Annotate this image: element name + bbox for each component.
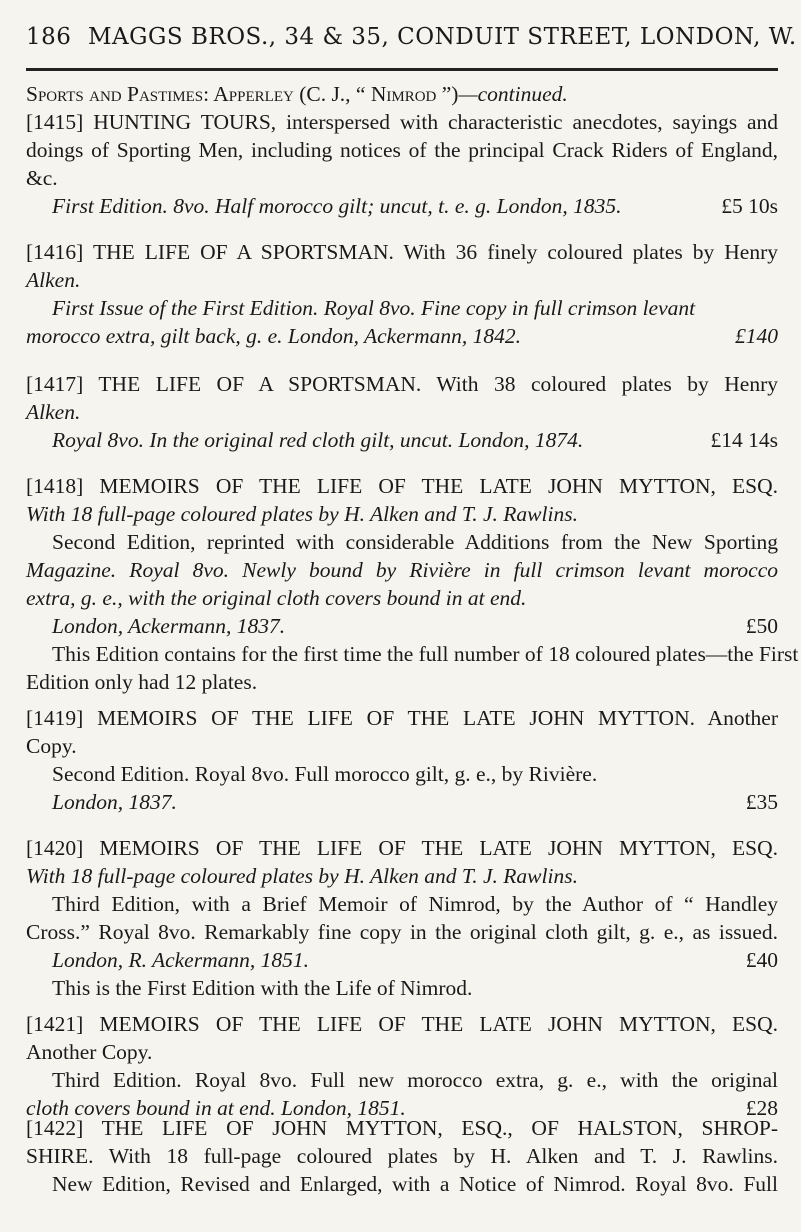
entry-details: Third Edition. Royal 8vo. Full new morocco extra, g. e., with the original — [52, 1068, 778, 1092]
entry-price: £40 — [745, 948, 778, 972]
entry-details: extra, g. e., with the original cloth covers bound in at end. — [26, 586, 527, 610]
entry-note: This is the First Edition with the Life of Nimrod. — [52, 976, 473, 1000]
entry-details: First Issue of the First Edition. Royal 8vo. Fine copy in full crimson levant — [52, 296, 696, 320]
entry-title: HUNTING TOURS, interspersed with characteristic anecdotes, sayings and — [93, 110, 779, 134]
page-number: 186 — [26, 24, 72, 50]
entry-details: morocco extra, gilt back, g. e. London, Ackermann, 1842. — [26, 324, 522, 348]
entry-title: MEMOIRS OF THE LIFE OF THE LATE JOHN MYTTON, ESQ. — [99, 836, 778, 860]
entry-title-line: Another Copy. — [26, 1040, 153, 1064]
entry-1419 — [26, 704, 778, 816]
entry-number: [1420] — [26, 836, 84, 860]
entry-price: £28 — [745, 1096, 778, 1120]
entry-details: Third Edition, with a Brief Memoir of Nimrod, by the Author of “ Handley — [52, 892, 778, 916]
entry-title: MEMOIRS OF THE LIFE OF THE LATE JOHN MYTTON, ESQ. — [99, 1012, 778, 1036]
entry-title-line: SHIRE. With 18 full-page coloured plates by H. Alken and T. J. Rawlins. — [26, 1144, 778, 1168]
section-continued: —continued. — [458, 82, 568, 106]
entry-title-line: With 18 full-page coloured plates by H. Alken and T. J. Rawlins. — [26, 864, 578, 888]
entry-1417 — [26, 370, 778, 454]
entry-title-line: &c. — [26, 166, 58, 190]
entry-1418 — [26, 472, 799, 696]
entry-price: £14 14s — [710, 428, 778, 452]
entry-1422 — [26, 1114, 778, 1198]
entry-title-line: Copy. — [26, 734, 77, 758]
entry-1421 — [26, 1010, 778, 1122]
entry-details: London, Ackermann, 1837. — [52, 614, 286, 638]
entry-number: [1422] — [26, 1116, 84, 1140]
entry-note: This Edition contains for the first time the full number of 18 coloured plates—the First — [52, 642, 799, 666]
entry-1416 — [26, 238, 778, 350]
entry-details: London, 1837. — [52, 790, 177, 814]
entry-details: Royal 8vo. In the original red cloth gilt, uncut. London, 1874. — [52, 428, 584, 452]
entry-price: £50 — [745, 614, 778, 638]
entry-details: First Edition. 8vo. Half morocco gilt; uncut, t. e. g. London, 1835. — [52, 194, 622, 218]
entry-note: Edition only had 12 plates. — [26, 670, 258, 694]
section-title: Sports and Pastimes: Apperley (C. J., “ Nimrod ”) — [26, 82, 459, 106]
running-head-title: MAGGS BROS., 34 & 35, CONDUIT STREET, LONDON, W. — [88, 24, 797, 50]
entry-number: [1419] — [26, 706, 84, 730]
entry-title: THE LIFE OF JOHN MYTTON, ESQ., OF HALSTON, SHROP- — [101, 1116, 778, 1140]
entry-number: [1418] — [26, 474, 84, 498]
header-rule — [26, 68, 778, 71]
entry-title: MEMOIRS OF THE LIFE OF THE LATE JOHN MYTTON. Another — [97, 706, 779, 730]
entry-title-line: Alken. — [26, 268, 81, 292]
entry-details: London, R. Ackermann, 1851. — [52, 948, 309, 972]
entry-title: MEMOIRS OF THE LIFE OF THE LATE JOHN MYTTON, ESQ. — [99, 474, 778, 498]
entry-number: [1415] — [26, 110, 84, 134]
entry-title-line: Alken. — [26, 400, 81, 424]
entry-1415 — [26, 108, 778, 220]
entry-details: Second Edition, reprinted with considerable Additions from the New Sporting — [52, 530, 778, 554]
entry-details: cloth covers bound in at end. London, 1851. — [26, 1096, 406, 1120]
entry-number: [1416] — [26, 240, 84, 264]
entry-price: £35 — [745, 790, 778, 814]
entry-number: [1421] — [26, 1012, 84, 1036]
entry-price: £140 — [735, 324, 778, 348]
section-heading — [26, 80, 778, 108]
entry-details: Cross.” Royal 8vo. Remarkably fine copy in the original cloth gilt, g. e., as issued. — [26, 920, 778, 944]
entry-title: THE LIFE OF A SPORTSMAN. With 38 coloured plates by Henry — [98, 372, 778, 396]
entry-title-line: With 18 full-page coloured plates by H. Alken and T. J. Rawlins. — [26, 502, 578, 526]
running-head — [26, 24, 797, 50]
entry-details: New Edition, Revised and Enlarged, with a Notice of Nimrod. Royal 8vo. Full — [52, 1172, 778, 1196]
entry-title: THE LIFE OF A SPORTSMAN. With 36 finely coloured plates by Henry — [92, 240, 778, 264]
entry-price: £5 10s — [721, 194, 778, 218]
entry-title-line: doings of Sporting Men, including notices of the principal Crack Riders of England, — [26, 138, 778, 162]
entry-details: Magazine. Royal 8vo. Newly bound by Rivière in full crimson levant morocco — [26, 558, 778, 582]
entry-details: Second Edition. Royal 8vo. Full morocco gilt, g. e., by Rivière. — [52, 762, 598, 786]
entry-1420 — [26, 834, 778, 1002]
entry-number: [1417] — [26, 372, 84, 396]
